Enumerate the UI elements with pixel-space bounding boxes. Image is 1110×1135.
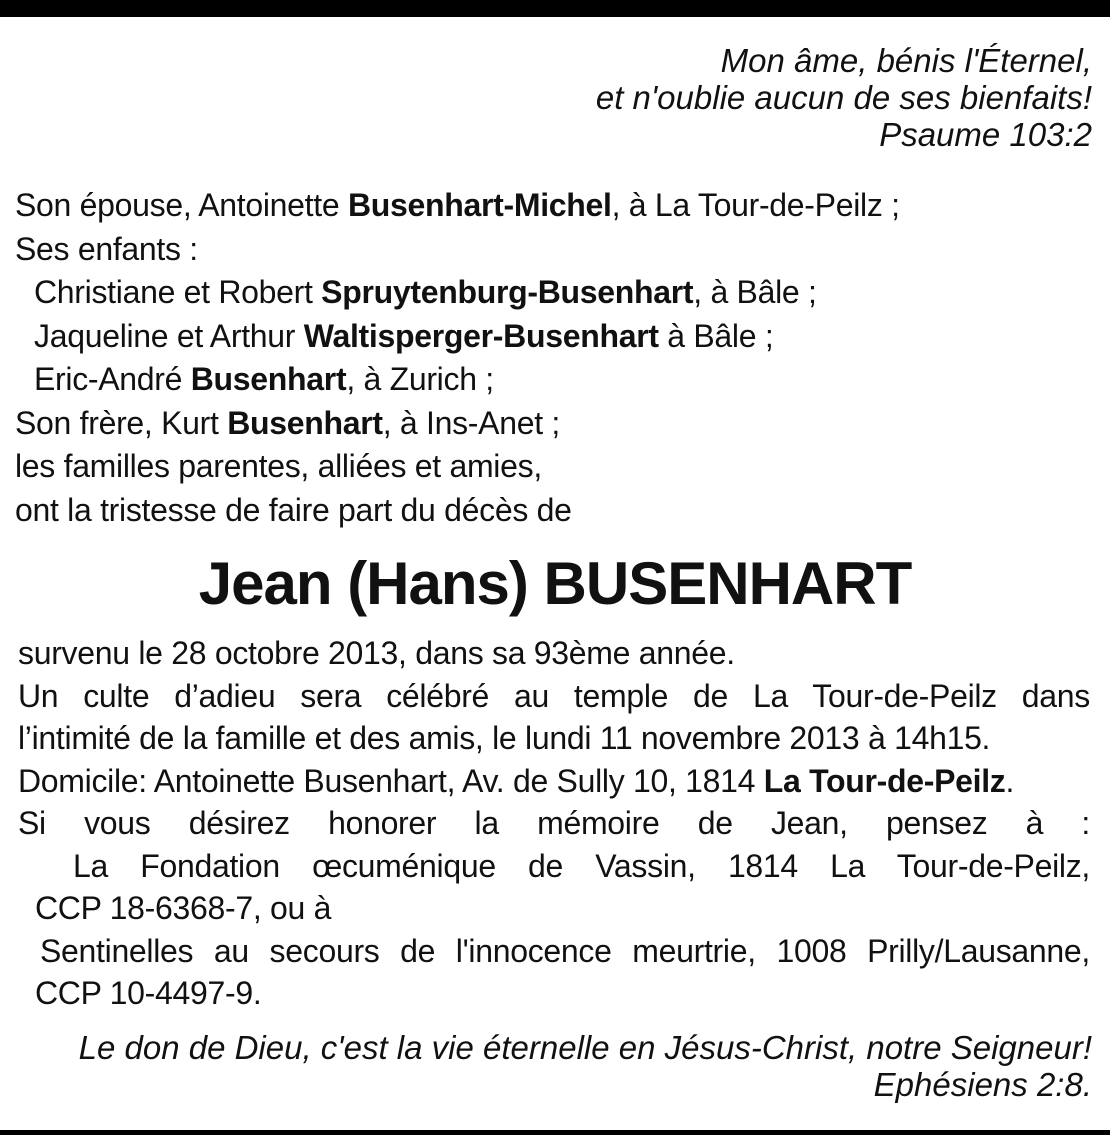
- child-prefix: Eric-André: [34, 361, 191, 397]
- child-suffix: , à Zurich ;: [346, 361, 494, 397]
- child-prefix: Christiane et Robert: [34, 274, 322, 310]
- verse-reference: Ephésiens 2:8.: [873, 1066, 1092, 1103]
- family-list: [15, 184, 900, 532]
- brother-name: Busenhart: [227, 404, 383, 441]
- child-suffix: à Bâle ;: [658, 317, 774, 354]
- service-line: l’intimité de la famille et des amis, le lundi 11 novembre 2013 à 14h15.: [18, 720, 991, 756]
- child-name: Busenhart: [190, 361, 347, 397]
- child-line: [15, 358, 900, 402]
- child-line: [15, 271, 900, 315]
- donation-line: Sentinelles au secours de l'innocence meurtrie, 1008 Prilly/Lausanne,: [40, 932, 1090, 969]
- child-name: Spruytenburg-Busenhart: [321, 274, 694, 310]
- domicile-place: La Tour-de-Peilz: [763, 762, 1006, 799]
- children-label: Ses enfants :: [15, 230, 198, 267]
- closing-verse: [79, 1029, 1092, 1103]
- verse-line: et n'oublie aucun de ses bienfaits!: [595, 79, 1092, 116]
- spouse-prefix: Son épouse, Antoinette: [15, 187, 348, 223]
- child-prefix: Jaqueline et Arthur: [34, 317, 304, 354]
- relatives-line: les familles parentes, alliées et amies,: [15, 448, 542, 484]
- child-name: Waltisperger-Busenhart: [303, 317, 659, 354]
- top-border: [0, 0, 1110, 17]
- brother-suffix: , à Ins-Anet ;: [382, 404, 560, 441]
- bottom-border: [0, 1130, 1110, 1135]
- donation-intro: Si vous désirez honorer la mémoire de Jean, pensez à :: [18, 805, 1090, 841]
- spouse-line: [15, 184, 900, 228]
- details-block: [18, 632, 1090, 1015]
- domicile-prefix: Domicile: Antoinette Busenhart, Av. de Sully 10, 1814: [18, 762, 764, 799]
- spouse-name: Busenhart-Michel: [347, 187, 612, 223]
- brother-prefix: Son frère, Kurt: [15, 404, 228, 441]
- service-line: Un culte d’adieu sera célébré au temple de La Tour-de-Peilz dans: [18, 677, 1090, 714]
- opening-verse: [596, 42, 1092, 153]
- donation-line: La Fondation œcuménique de Vassin, 1814 La Tour-de-Peilz,: [73, 847, 1090, 884]
- announcement-line: ont la tristesse de faire part du décès de: [15, 491, 572, 528]
- donation-ccp: CCP 18-6368-7, ou à: [35, 890, 332, 926]
- domicile-line: [18, 760, 1090, 803]
- brother-line: [15, 402, 900, 446]
- spouse-suffix: , à La Tour-de-Peilz ;: [611, 187, 900, 223]
- donation-ccp: CCP 10-4497-9.: [35, 975, 262, 1011]
- verse-line: Le don de Dieu, c'est la vie éternelle en Jésus-Christ, notre Seigneur!: [78, 1029, 1092, 1066]
- death-line: survenu le 28 octobre 2013, dans sa 93ème année.: [18, 635, 735, 671]
- verse-reference: Psaume 103:2: [879, 116, 1092, 153]
- verse-line: Mon âme, bénis l'Éternel,: [720, 42, 1092, 79]
- child-line: [15, 315, 900, 359]
- child-suffix: , à Bâle ;: [693, 274, 817, 310]
- deceased-name: Jean (Hans) BUSENHART: [198, 550, 912, 617]
- domicile-suffix: .: [1005, 762, 1015, 799]
